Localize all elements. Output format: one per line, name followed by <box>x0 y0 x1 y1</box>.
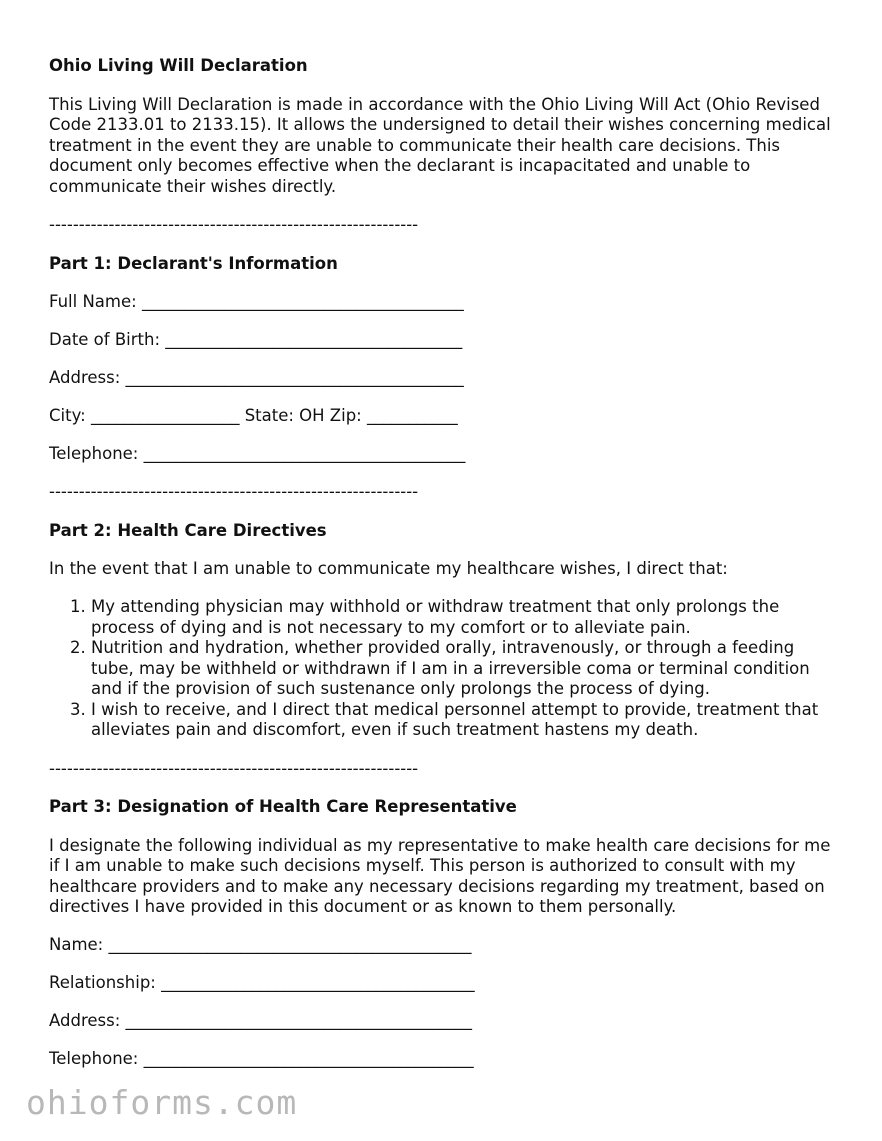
full-name-field: Full Name: _______________________________________ <box>49 291 464 311</box>
date-of-birth-field: Date of Birth: ____________________________________ <box>49 329 463 349</box>
directive-item: 2. Nutrition and hydration, whether provided orally, intravenously, or through a feeding tube, may be withheld or withdrawn if I am in a irreversible coma or terminal condition and if the provision of such sustenance only prolongs the process of dying. <box>91 638 839 700</box>
separator-2: -------------------------------------------------------------- <box>49 482 419 501</box>
part3-heading: Part 3: Designation of Health Care Representative <box>49 797 517 816</box>
rep-telephone-field: Telephone: ________________________________________ <box>49 1049 474 1068</box>
directives-lead: In the event that I am unable to communicate my healthcare wishes, I direct that: <box>49 558 728 578</box>
part1-heading: Part 1: Declarant's Information <box>49 253 338 273</box>
address-field: Address: _________________________________________ <box>49 367 464 387</box>
watermark-logo: ohioforms.com <box>26 1083 298 1122</box>
representative-paragraph: I designate the following individual as my representative to make health care decisions for me if I am unable to make such decisions myself. This person is authorized to consult with my healthcare providers and to make any necessary decisions regarding my treatment, based on directives I have provided in this document or as known to them personally. <box>49 835 831 916</box>
city-state-zip-field: City: __________________ State: OH Zip: ___________ <box>49 405 458 425</box>
intro-paragraph: This Living Will Declaration is made in accordance with the Ohio Living Will Act (Ohio Revised Code 2133.01 to 2133.15). It allows the undersigned to detail their wishes concerning medical treatment in the event they are unable to communicate their health care decisions. This document only becomes effective when the declarant is incapacitated and unable to communicate their wishes directly. <box>49 94 831 196</box>
separator-3: -------------------------------------------------------------- <box>49 758 419 778</box>
document-title: Ohio Living Will Declaration <box>49 56 308 75</box>
directive-item: 1. My attending physician may withhold or withdraw treatment that only prolongs the process of dying and is not necessary to my comfort or to alleviate pain. <box>91 597 839 638</box>
rep-address-field: Address: __________________________________________ <box>49 1011 473 1030</box>
rep-relationship-field: Relationship: ______________________________________ <box>49 973 475 992</box>
separator-1: -------------------------------------------------------------- <box>49 215 419 234</box>
document-page <box>49 56 839 1070</box>
directives-list <box>49 597 839 741</box>
part2-heading: Part 2: Health Care Directives <box>49 520 327 540</box>
telephone-field: Telephone: _______________________________________ <box>49 443 466 463</box>
rep-name-field: Name: ____________________________________________ <box>49 935 472 954</box>
directive-item: 3. I wish to receive, and I direct that medical personnel attempt to provide, treatment that alleviates pain and discomfort, even if such treatment hastens my death. <box>91 700 839 741</box>
